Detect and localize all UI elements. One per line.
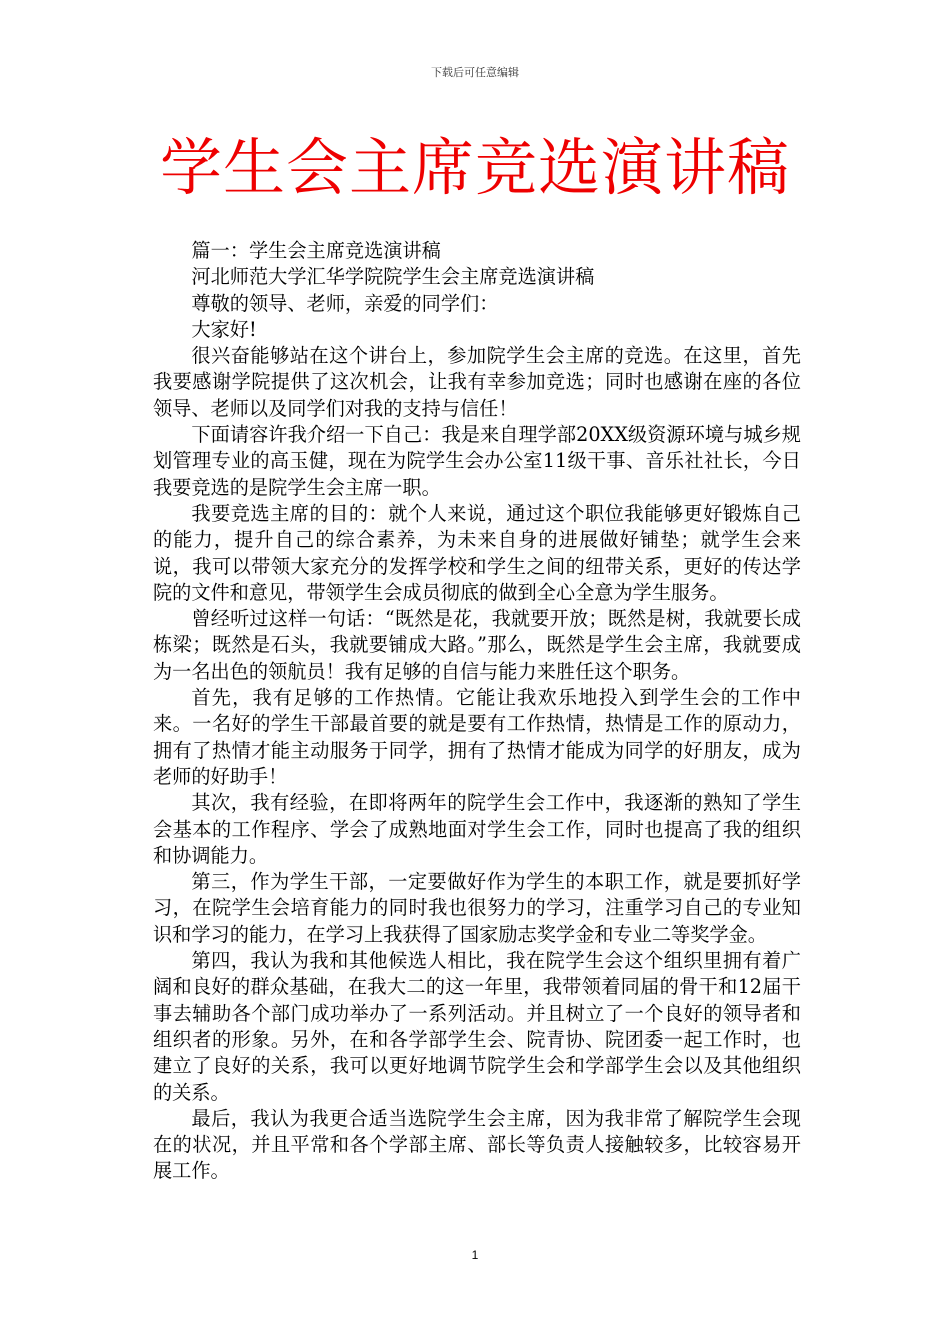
- paragraph-third-point: 第三，作为学生干部，一定要做好作为学生的本职工作，就是要抓好学习，在院学生会培育能力的同时我也很努力的学习，注重学习自己的专业知识和学习的能力，在学习上我获得了国家励志奖学金和专业二等奖学金。: [153, 870, 801, 946]
- header-note: 下载后可任意编辑: [431, 66, 519, 79]
- paragraph-second-point: 其次，我有经验，在即将两年的院学生会工作中，我逐渐的熟知了学生会基本的工作程序、学会了成熟地面对学生会工作，同时也提高了我的组织和协调能力。: [153, 791, 801, 867]
- paragraph-quote: 曾经听过这样一句话：“既然是花，我就要开放；既然是树，我就要长成栋梁；既然是石头，我就要铺成大路。”那么，既然是学生会主席，我就要成为一名出色的领航员！我有足够的自信与能力来胜任这个职务。: [153, 607, 801, 683]
- paragraph-purpose: 我要竞选主席的目的：就个人来说，通过这个职位我能够更好锻炼自己的能力，提升自己的综合素养，为未来自身的进展做好铺垫；就学生会来说，我可以带领大家充分的发挥学校和学生之间的纽带关系，更好的传达学院的文件和意见，带领学生会成员彻底的做到全心全意为学生服务。: [153, 501, 801, 604]
- paragraph-final-point: 最后，我认为我更合适当选院学生会主席，因为我非常了解院学生会现在的状况，并且平常和各个学部主席、部长等负责人接触较多，比较容易开展工作。: [153, 1106, 801, 1183]
- paragraph-opening: 很兴奋能够站在这个讲台上，参加院学生会主席的竞选。在这里，首先我要感谢学院提供了这次机会，让我有幸参加竞选；同时也感谢在座的各位领导、老师以及同学们对我的支持与信任！: [153, 344, 801, 420]
- paragraph-self-intro: 下面请容许我介绍一下自己：我是来自理学部20XX级资源环境与城乡规划管理专业的高玉健，现在为院学生会办公室11级干事、音乐社社长，今日我要竞选的是院学生会主席一职。: [153, 423, 801, 499]
- paragraph-first-point: 首先，我有足够的工作热情。它能让我欢乐地投入到学生会的工作中来。一名好的学生干部最首要的就是要有工作热情，热情是工作的原动力，拥有了热情才能主动服务于同学，拥有了热情才能成为同学的好朋友，成为老师的好助手！: [153, 686, 801, 788]
- paragraph-fourth-point: 第四，我认为我和其他候选人相比，我在院学生会这个组织里拥有着广阔和良好的群众基础，在我大二的这一年里，我带领着同届的骨干和12届干事去辅助各个部门成功举办了一系列活动。并且树立了一个良好的领导者和组织者的形象。另外，在和各学部学生会、院青协、院团委一起工作时，也建立了良好的关系，我可以更好地调节院学生会和学部学生会以及其他组织的关系。: [153, 949, 801, 1104]
- document-body: [153, 238, 801, 1185]
- page-number: 1: [471, 1248, 479, 1262]
- document-title: 学生会主席竞选演讲稿: [159, 131, 790, 204]
- paragraph-greeting: 大家好!: [191, 317, 257, 341]
- paragraph-speech-title: 河北师范大学汇华学院院学生会主席竞选演讲稿: [191, 265, 595, 289]
- paragraph-section-heading: 篇一：学生会主席竞选演讲稿: [191, 239, 441, 262]
- paragraph-salutation: 尊敬的领导、老师，亲爱的同学们：: [191, 291, 499, 315]
